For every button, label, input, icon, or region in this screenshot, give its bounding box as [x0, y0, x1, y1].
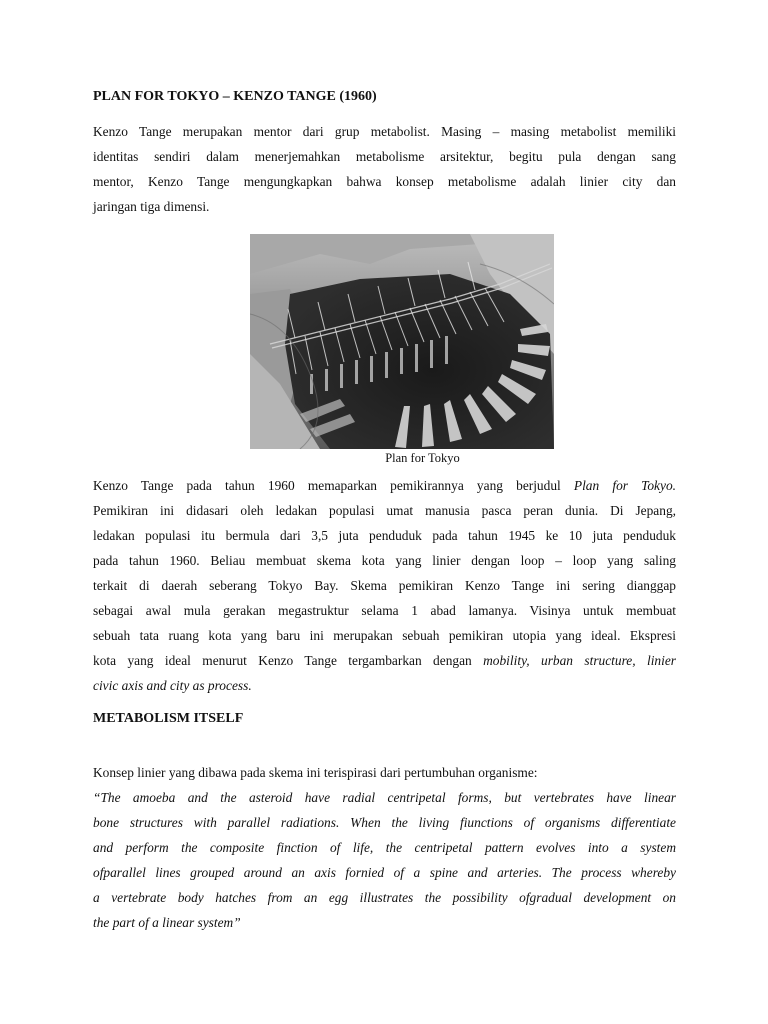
text-span: Kenzo Tange pada tahun 1960 memaparkan pemikirannya yang berjudul: [93, 478, 574, 493]
section-heading-plan-for-tokyo: PLAN FOR TOKYO – KENZO TANGE (1960): [93, 89, 377, 104]
text-line: [93, 673, 676, 698]
body-paragraph: [93, 473, 676, 698]
quote-line: “The amoeba and the asteroid have radial centripetal forms, but vertebrates have linear: [93, 790, 676, 805]
text-line: ledakan populasi itu bermula dari 3,5 juta penduduk pada tahun 1945 ke 10 juta penduduk: [93, 528, 676, 543]
text-line: jaringan tiga dimensi.: [93, 199, 210, 214]
intro-paragraph: [93, 119, 676, 219]
text-line: sebagai awal mula gerakan megastruktur selama 1 abad lamanya. Visinya untuk membuat: [93, 603, 676, 618]
quote-line: bone structures with parallel radiations. When the living fiunctions of organisms differentiate: [93, 815, 676, 830]
quote-line: the part of a linear system”: [93, 915, 241, 930]
text-line: Kenzo Tange merupakan mentor dari grup metabolist. Masing – masing metabolist memiliki: [93, 124, 676, 139]
quote-line: a vertebrate body hatches from an egg illustrates the possibility ofgradual development on: [93, 890, 676, 905]
text-line: identitas sendiri dalam menerjemahkan metabolisme arsitektur, begitu pula dengan sang: [93, 149, 676, 164]
italic-phrase: civic axis and city as process.: [93, 678, 252, 693]
concept-paragraph: Konsep linier yang dibawa pada skema ini terispirasi dari pertumbuhan organisme:: [93, 765, 538, 780]
section-heading-metabolism-itself: METABOLISM ITSELF: [93, 711, 244, 726]
italic-title: Plan for Tokyo.: [573, 478, 676, 493]
quote-line: ofparallel lines grouped around an axis fornied of a spine and arteries. The process whereby: [93, 865, 676, 880]
italic-phrase: mobility, urban structure, linier: [483, 653, 676, 668]
text-line: [93, 648, 676, 673]
text-line: sebuah tata ruang kota yang baru ini merupakan sebuah pemikiran utopia yang ideal. Ekspresi: [93, 628, 676, 643]
text-line: Pemikiran ini didasari oleh ledakan populasi umat manusia pasca peran dunia. Di Jepang,: [93, 503, 676, 518]
figure-caption: Plan for Tokyo: [385, 451, 460, 465]
quote-line: and perform the composite finction of life, the centripetal pattern evolves into a system: [93, 840, 676, 855]
text-line: [93, 473, 676, 498]
quote-block: [93, 785, 676, 935]
text-line: pada tahun 1960. Beliau membuat skema kota yang linier dengan loop – loop yang saling: [93, 553, 676, 568]
plan-for-tokyo-photo: [250, 234, 554, 449]
text-span: kota yang ideal menurut Kenzo Tange tergambarkan dengan: [93, 653, 484, 668]
text-line: mentor, Kenzo Tange mengungkapkan bahwa konsep metabolisme adalah linier city dan: [93, 174, 676, 189]
text-line: terkait di daerah seberang Tokyo Bay. Skema pemikiran Kenzo Tange ini sering dianggap: [93, 578, 676, 593]
